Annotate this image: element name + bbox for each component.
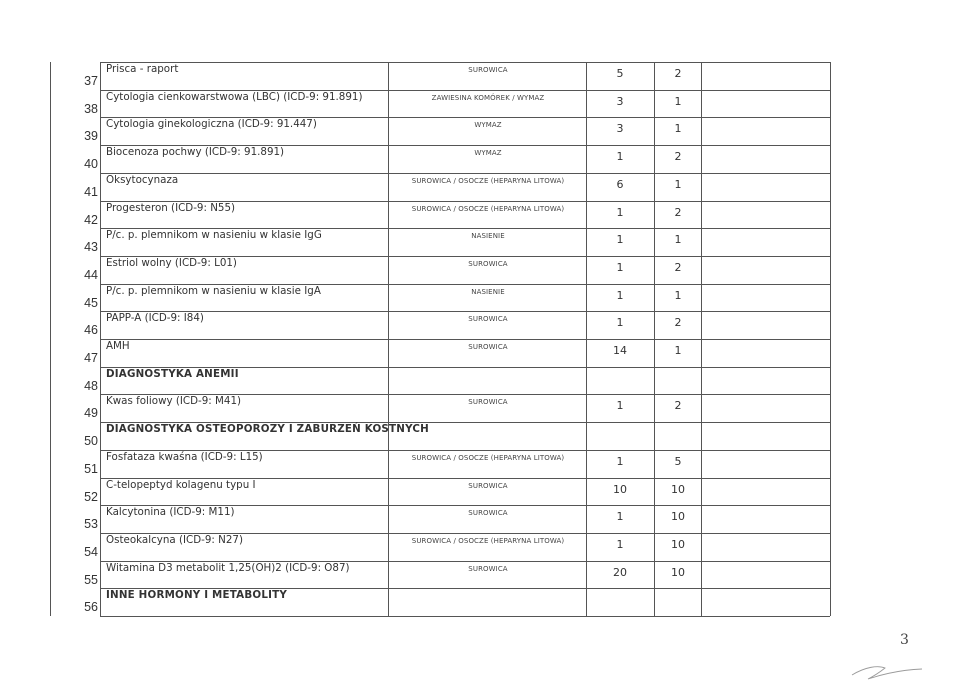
row-divider	[100, 173, 830, 174]
value-col-2: 10	[671, 510, 685, 523]
value-col-2: 1	[674, 95, 682, 108]
row-number: 40	[84, 157, 98, 171]
test-name: Witamina D3 metabolit 1,25(OH)2 (ICD-9: O87)	[106, 562, 350, 574]
row-number: 52	[84, 490, 98, 504]
section-heading: DIAGNOSTYKA OSTEOPOROZY I ZABURZEŃ KOSTNYCH	[106, 423, 429, 435]
page-number: 3	[900, 632, 909, 648]
value-col-2: 2	[674, 316, 682, 329]
material-type: WYMAZ	[474, 121, 502, 129]
material-type: SUROWICA	[468, 509, 508, 517]
row-number: 50	[84, 434, 98, 448]
value-col-1: 1	[616, 316, 624, 329]
row-divider	[100, 311, 830, 312]
value-col-1: 1	[616, 510, 624, 523]
value-col-2: 5	[674, 455, 682, 468]
row-number: 48	[84, 379, 98, 393]
test-name: Progesteron (ICD-9: N55)	[106, 202, 236, 214]
row-number: 56	[84, 600, 98, 614]
row-number: 42	[84, 213, 98, 227]
row-number: 55	[84, 573, 98, 587]
test-name: P/c. p. plemnikom w nasieniu w klasie IgG	[106, 229, 322, 241]
value-col-2: 1	[674, 344, 682, 357]
value-col-1: 3	[616, 122, 624, 135]
value-col-2: 1	[674, 122, 682, 135]
column-line-v2	[701, 62, 702, 616]
row-divider	[100, 62, 830, 63]
value-col-2: 2	[674, 67, 682, 80]
value-col-2: 1	[674, 233, 682, 246]
value-col-1: 3	[616, 95, 624, 108]
test-name: AMH	[106, 340, 130, 352]
material-type: SUROWICA	[468, 482, 508, 490]
test-name: Osteokalcyna (ICD-9: N27)	[106, 534, 243, 546]
value-col-2: 10	[671, 483, 685, 496]
material-type: SUROWICA / OSOCZE (HEPARYNA LITOWA)	[411, 454, 565, 462]
test-name: Cytologia ginekologiczna (ICD-9: 91.447)	[106, 118, 317, 130]
column-line-number	[100, 62, 101, 616]
row-number: 44	[84, 268, 98, 282]
test-name: Estriol wolny (ICD-9: L01)	[106, 257, 237, 269]
value-col-2: 1	[674, 289, 682, 302]
column-line-name	[388, 62, 389, 616]
test-name: Kalcytonina (ICD-9: M11)	[106, 506, 235, 518]
material-type: NASIENIE	[471, 232, 505, 240]
value-col-1: 1	[616, 289, 624, 302]
test-name: Oksytocynaza	[106, 174, 179, 186]
material-type: SUROWICA	[468, 66, 508, 74]
material-type: NASIENIE	[471, 288, 505, 296]
test-name: Cytologia cienkowarstwowa (LBC) (ICD-9: 91.891)	[106, 91, 363, 103]
value-col-1: 1	[616, 233, 624, 246]
test-name: Kwas foliowy (ICD-9: M41)	[106, 395, 242, 407]
value-col-1: 1	[616, 538, 624, 551]
value-col-2: 2	[674, 399, 682, 412]
row-divider	[100, 616, 830, 617]
test-name: PAPP-A (ICD-9: I84)	[106, 312, 204, 324]
row-number: 49	[84, 406, 98, 420]
section-heading: DIAGNOSTYKA ANEMII	[106, 368, 239, 380]
value-col-1: 10	[613, 483, 627, 496]
material-type: WYMAZ	[474, 149, 502, 157]
column-line-material	[586, 62, 587, 616]
test-name: C-telopeptyd kolagenu typu I	[106, 479, 256, 491]
value-col-1: 1	[616, 455, 624, 468]
row-divider	[100, 339, 830, 340]
row-number: 45	[84, 296, 98, 310]
material-type: SUROWICA	[468, 565, 508, 573]
value-col-2: 2	[674, 206, 682, 219]
row-number: 47	[84, 351, 98, 365]
value-col-2: 1	[674, 178, 682, 191]
value-col-2: 2	[674, 261, 682, 274]
test-name: Fosfataza kwaśna (ICD-9: L15)	[106, 451, 263, 463]
row-number: 46	[84, 323, 98, 337]
value-col-2: 10	[671, 566, 685, 579]
value-col-1: 1	[616, 399, 624, 412]
test-name: Biocenoza pochwy (ICD-9: 91.891)	[106, 146, 285, 158]
column-line-right-edge	[830, 62, 831, 616]
row-number: 51	[84, 462, 98, 476]
value-col-1: 1	[616, 261, 624, 274]
material-type: SUROWICA	[468, 398, 508, 406]
row-number: 53	[84, 517, 98, 531]
row-number: 37	[84, 74, 98, 88]
value-col-1: 1	[616, 206, 624, 219]
handwritten-initials-mark	[840, 655, 930, 685]
row-number: 43	[84, 240, 98, 254]
material-type: SUROWICA	[468, 315, 508, 323]
material-type: SUROWICA / OSOCZE (HEPARYNA LITOWA)	[411, 177, 565, 185]
value-col-1: 1	[616, 150, 624, 163]
column-line-left-edge	[50, 62, 51, 616]
material-type: SUROWICA / OSOCZE (HEPARYNA LITOWA)	[411, 537, 565, 545]
value-col-2: 2	[674, 150, 682, 163]
material-type: SUROWICA	[468, 260, 508, 268]
material-type: SUROWICA	[468, 343, 508, 351]
column-line-v1	[654, 62, 655, 616]
material-type: ZAWIESINA KOMÓREK / WYMAZ	[431, 94, 545, 102]
row-number: 41	[84, 185, 98, 199]
material-type: SUROWICA / OSOCZE (HEPARYNA LITOWA)	[411, 205, 565, 213]
value-col-2: 10	[671, 538, 685, 551]
test-name: Prisca - raport	[106, 63, 179, 75]
row-number: 39	[84, 129, 98, 143]
value-col-1: 5	[616, 67, 624, 80]
value-col-1: 20	[613, 566, 627, 579]
test-name: P/c. p. plemnikom w nasieniu w klasie IgA	[106, 285, 321, 297]
row-number: 54	[84, 545, 98, 559]
section-heading: INNE HORMONY I METABOLITY	[106, 589, 288, 601]
value-col-1: 6	[616, 178, 624, 191]
row-number: 38	[84, 102, 98, 116]
value-col-1: 14	[613, 344, 627, 357]
